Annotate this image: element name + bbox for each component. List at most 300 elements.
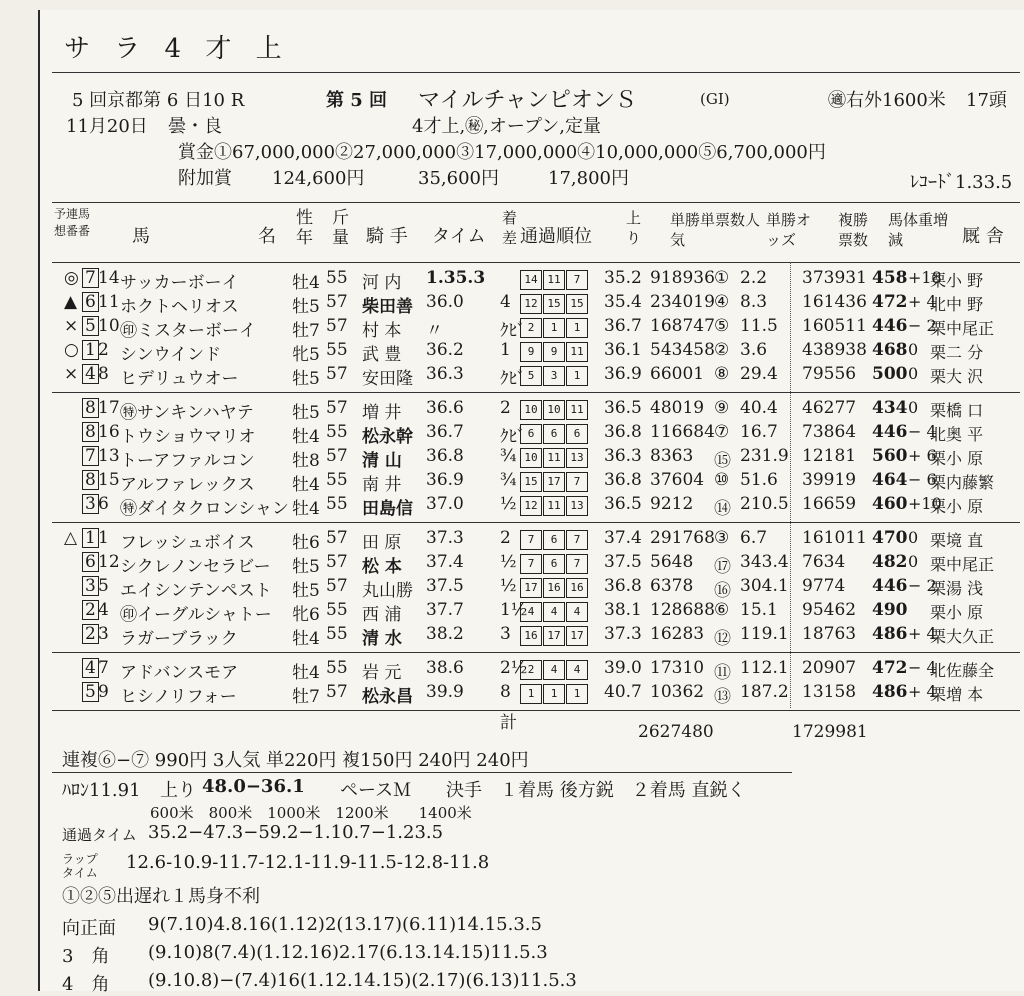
cell-votes: 16283 [650,624,705,644]
cell-time: 1.35.3 [426,268,486,288]
course-record: ﾚｺｰﾄﾞ1.33.5 [910,172,1013,193]
cell-wt: 55 [326,658,348,678]
cell-post: 7 [82,446,99,466]
cell-odds: 16.7 [740,422,778,442]
cell-jockey: 松 本 [362,557,402,577]
cell-time: 37.5 [426,576,464,596]
table-row [64,494,1008,518]
cell-wt: 55 [326,268,348,288]
cell-votes: 6378 [650,576,694,596]
passing-position-box: 6 [543,554,565,574]
cell-bw: 446 [872,316,908,336]
title-rule [52,72,1020,73]
cell-pop: ⑨ [714,398,730,418]
cell-place: 79556 [802,364,857,384]
cell-wt: 55 [326,600,348,620]
cell-votes: 10362 [650,682,705,702]
cell-bw: 460 [872,494,908,514]
cell-odds: 231.9 [740,446,789,466]
cell-post: 3 [82,576,99,596]
passing-position-box: 10 [520,448,542,468]
group-rule [52,392,1020,393]
cell-margin: ｸﾋﾞ [500,321,526,341]
passing-position-box: 17 [543,472,565,492]
cell-horse: サッカーボーイ [120,273,239,293]
passing-position-box: 7 [566,554,588,574]
cell-stable: 栗大久正 [930,627,995,646]
cell-wt: 55 [326,422,348,442]
cell-odds: 6.7 [740,528,768,548]
cell-stable: 北奥 平 [930,425,984,444]
race-date: 11月20日 [66,116,148,137]
cell-post: 1 [82,340,99,360]
cell-post: 7 [82,268,99,288]
passing-position-box: 9 [520,342,542,362]
cell-pop: ⑯ [714,581,731,601]
cell-margin: ½ [500,494,517,514]
cell-jockey: 河 内 [362,273,402,293]
cell-time: 〃 [426,321,443,341]
cell-horse: エイシンテンペスト [120,581,272,601]
passing-position-box: 13 [566,496,588,516]
cell-stable: 栗二 分 [930,343,984,362]
cell-last: 36.7 [604,316,642,336]
cell-wt: 57 [326,682,348,702]
corner-text-3: (9.10)8(7.4)(1.12.16)2.17(6.13.14.15)11.5.3 [148,942,548,963]
cell-post: 1 [82,528,99,548]
cell-mark: ○ [64,340,79,360]
race-venue: 5 回京都第 6 日10 R [72,90,245,111]
race-grade: (GI) [700,90,730,108]
cell-diff: + 6 [908,446,937,465]
table-row [64,268,1008,292]
cell-time: 36.9 [426,470,464,490]
cell-jockey: 岩 元 [362,663,402,683]
cell-place: 9774 [802,576,846,596]
cell-wt: 57 [326,364,348,384]
cell-stable: 北中 野 [930,295,984,314]
corner-label-back: 向正面 [62,918,116,939]
cell-post: 2 [82,600,99,620]
lap-times: 12.6-10.9-11.7-12.1-11.9-11.5-12.8-11.8 [126,852,490,873]
cell-last: 36.9 [604,364,642,384]
race-edition: 第 5 回 [326,90,388,111]
header-time: タイム [432,226,486,247]
table-row [64,552,1008,576]
cell-diff: − 4 [908,422,937,441]
passing-position-box: 11 [566,400,588,420]
cell-pos [520,494,589,516]
cell-votes: 234019 [650,292,715,312]
passing-position-box: 4 [520,602,542,622]
cell-jockey: 松永幹 [362,427,413,447]
cell-jockey: 武 豊 [362,345,402,365]
cell-stable: 栗湯 浅 [930,579,984,598]
last-value: 48.0−36.1 [202,776,305,797]
cell-pop: ⑥ [714,600,730,620]
cell-place: 73864 [802,422,857,442]
cell-votes: 66001 [650,364,705,384]
split-distance-marks: 600米 800米 1000米 1200米 1400米 [150,804,472,822]
cell-sex: 牡4 [292,475,320,495]
passing-position-box: 11 [543,448,565,468]
passing-position-box: 17 [543,626,565,646]
cell-no: 1 [98,528,109,548]
corner-text-4: (9.10.8)−(7.4)16(1.12.14.15)(2.17)(6.13)11.5.3 [148,970,577,991]
cell-last: 35.4 [604,292,642,312]
header-place-votes: 複勝票数 [838,211,869,249]
cell-stable: 栗境 直 [930,531,984,550]
cell-post: 5 [82,682,99,702]
cell-pos [520,552,589,574]
table-row [64,658,1008,682]
cell-place: 18763 [802,624,857,644]
cell-bw: 486 [872,682,908,702]
cell-place: 16659 [802,494,857,514]
cell-margin: ¾ [500,470,517,490]
cell-mark: × [64,316,79,336]
cell-stable: 栗大 沢 [930,367,984,386]
cell-pos [520,600,589,622]
cell-stable: 栗小 原 [930,603,984,622]
cell-pop: ③ [714,528,730,548]
cell-jockey: 南 井 [362,475,402,495]
cell-votes: 168747 [650,316,715,336]
cell-no: 17 [98,398,120,418]
cell-no: 3 [98,624,109,644]
payout-line: 連複⑥−⑦ 990円 3人気 単220円 複150円 240円 240円 [62,750,529,771]
cell-time: 36.8 [426,446,464,466]
cell-sex: 牡4 [292,663,320,683]
cell-margin: 1 [500,340,511,360]
cell-pos [520,340,589,362]
cell-pos [520,422,589,444]
cell-stable: 栗小 原 [930,449,984,468]
cell-pop: ⑬ [714,687,731,707]
cell-place: 373931 [802,268,867,288]
cell-votes: 918936 [650,268,715,288]
passing-position-box: 12 [520,496,542,516]
added-prize-1: 124,600円 [272,168,365,189]
cell-wt: 55 [326,624,348,644]
header-bottom-rule [52,262,1020,263]
header-win-votes: 単勝単票数人気 [670,211,761,249]
cell-no: 15 [98,470,120,490]
cell-bw: 446 [872,576,908,596]
passing-time-label: 通過タイム [62,826,137,844]
cell-last: 36.3 [604,446,642,466]
passing-position-box: 1 [520,684,542,704]
cell-odds: 210.5 [740,494,789,514]
cell-time: 37.0 [426,494,464,514]
cell-pos [520,470,589,492]
passing-position-box: 7 [566,472,588,492]
table-row [64,600,1008,624]
passing-position-box: 6 [543,530,565,550]
cell-mark: ◎ [64,268,79,288]
cell-stable: 栗中尾正 [930,555,995,574]
cell-diff: − 4 [908,658,937,677]
cell-diff: + 4 [908,682,937,701]
cell-wt: 57 [326,398,348,418]
header-sexage: 性年 [296,208,313,248]
passing-position-box: 12 [520,294,542,314]
table-row [64,340,1008,364]
cell-wt: 55 [326,494,348,514]
cell-bw: 560 [872,446,908,466]
cell-last: 37.3 [604,624,642,644]
cell-horse: ラガーブラック [120,629,238,649]
table-row [64,528,1008,552]
cell-horse: ヒデリュウオー [120,369,239,389]
cell-jockey: 丸山勝 [362,581,413,601]
passing-position-box: 6 [566,424,588,444]
cell-place: 95462 [802,600,857,620]
cell-votes: 116684 [650,422,715,442]
cell-sex: 牡4 [292,499,320,519]
cell-no: 16 [98,422,120,442]
cell-no: 10 [98,316,120,336]
passing-position-box: 1 [543,318,565,338]
cell-last: 38.1 [604,600,642,620]
cell-no: 7 [98,658,109,678]
passing-position-box: 10 [520,400,542,420]
cell-pos [520,446,589,468]
cell-pop: ① [714,268,730,288]
cell-last: 37.5 [604,552,642,572]
race-name: マイルチャンピオンＳ [418,88,637,113]
cell-sex: 牡5 [292,297,320,317]
cell-horse: アドバンスモア [120,663,239,683]
cell-diff: − 6 [908,470,937,489]
passing-position-box: 16 [566,578,588,598]
cell-diff: 0 [908,398,919,417]
cell-horse: トウショウマリオ [120,427,256,447]
passing-position-box: 13 [566,448,588,468]
cell-diff: + 4 [908,292,937,311]
cell-pop: ⑮ [714,451,731,471]
cell-mark: △ [64,528,78,548]
cell-post: 5 [82,316,99,336]
cell-stable: 栗中尾正 [930,319,995,338]
passing-position-box: 17 [566,626,588,646]
cell-horse: トーアファルコン [120,451,255,471]
cell-margin: ½ [500,552,517,572]
cell-pos [520,658,589,680]
cell-horse: ㊞ミスターボーイ [120,321,256,341]
cell-jockey: 清 水 [362,629,402,649]
cell-odds: 119.1 [740,624,789,644]
cell-pop: ⑪ [714,663,731,683]
table-row [64,398,1008,422]
cell-sex: 牝5 [292,345,320,365]
cell-post: 4 [82,658,99,678]
cell-diff: + 4 [908,624,937,643]
cell-time: 37.4 [426,552,464,572]
cell-horse: シクレノンセラビー [120,557,271,577]
cell-post: 8 [82,422,99,442]
race-course: ㊜右外1600米 [828,90,946,111]
passing-position-box: 17 [520,578,542,598]
cell-odds: 8.3 [740,292,768,312]
header-top-rule [52,202,1020,203]
header-passing: 通過順位 [520,226,592,247]
cell-sex: 牡4 [292,629,320,649]
cell-pos [520,528,589,550]
cell-margin: 2½ [500,658,528,678]
cell-last: 37.4 [604,528,642,548]
race-weather: 曇・良 [168,116,222,137]
cell-votes: 291768 [650,528,715,548]
cell-mark: ▲ [64,292,78,312]
cell-time: 36.7 [426,422,464,442]
cell-bw: 500 [872,364,908,384]
cell-diff: 0 [908,528,919,547]
cell-bw: 446 [872,422,908,442]
cell-sex: 牡7 [292,321,320,341]
cell-odds: 3.6 [740,340,768,360]
cell-time: 36.0 [426,292,464,312]
cell-diff: 0 [908,340,919,359]
header-win-odds: 単勝オッズ [766,211,812,249]
cell-time: 36.2 [426,340,464,360]
cell-wt: 57 [326,576,348,596]
cell-odds: 51.6 [740,470,778,490]
cell-no: 11 [98,292,120,312]
cell-pop: ② [714,340,730,360]
table-row [64,316,1008,340]
last-label: 上り [160,780,196,801]
header-horse: 馬 [132,226,150,247]
cell-sex: 牡5 [292,581,320,601]
passing-position-box: 2 [520,318,542,338]
cell-margin: ｸﾋﾞ [500,369,526,389]
cell-pos [520,576,589,598]
cell-pos [520,364,589,386]
cell-time: 38.6 [426,658,464,678]
cell-jockey: 田 原 [362,533,402,553]
cell-pos [520,682,589,704]
cell-stable: 北佐藤全 [930,661,995,680]
cell-pos [520,316,589,338]
cell-time: 36.6 [426,398,464,418]
class-title: サ ラ 4 才 上 [64,34,290,64]
cell-jockey: 清 山 [362,451,402,471]
cell-bw: 472 [872,658,908,678]
cell-odds: 29.4 [740,364,778,384]
cell-jockey: 村 本 [362,321,402,341]
cell-jockey: 柴田善 [362,297,413,317]
header-name: 名 [258,226,276,247]
cell-post: 8 [82,470,99,490]
table-row [64,470,1008,494]
header-last: 上り [626,209,642,247]
cell-margin: 2 [500,528,511,548]
results-sheet [38,10,1024,995]
cell-last: 36.8 [604,576,642,596]
passing-position-box: 16 [520,626,542,646]
table-row [64,446,1008,470]
cell-stable: 栗橋 口 [930,401,984,420]
added-prize-3: 17,800円 [548,168,629,189]
table-row [64,422,1008,446]
passing-position-box: 15 [520,472,542,492]
cell-horse: ヒシノリフォー [120,687,237,707]
cell-no: 2 [98,340,109,360]
cell-stable: 栗小 野 [930,271,984,290]
header-body-weight: 馬体重増減 [888,211,949,249]
cell-bw: 490 [872,600,908,620]
cell-place: 160511 [802,316,867,336]
passing-position-box: 7 [566,270,588,290]
cell-pos [520,292,589,314]
cell-no: 6 [98,494,109,514]
cell-pop: ⑰ [714,557,731,577]
cell-votes: 8363 [650,446,694,466]
passing-time: 35.2−47.3−59.2−1.10.7−1.23.5 [148,822,444,843]
cell-pop: ⑤ [714,316,730,336]
cell-no: 4 [98,600,109,620]
passing-position-box: 7 [566,530,588,550]
passing-position-box: 1 [566,318,588,338]
cell-bw: 464 [872,470,908,490]
cell-bw: 472 [872,292,908,312]
passing-position-box: 1 [543,684,565,704]
incident-note: ①②⑤出遅れ１馬身不利 [62,886,260,907]
cell-votes: 48019 [650,398,705,418]
cell-margin: ½ [500,576,517,596]
cell-sex: 牡4 [292,427,320,447]
race-conditions: 4才上,㊙,オープン,定量 [412,116,601,137]
passing-position-box: 4 [543,602,565,622]
cell-last: 36.1 [604,340,642,360]
cell-wt: 55 [326,470,348,490]
cell-horse: ㊕ダイタクロンシャン [120,499,289,519]
cell-odds: 187.2 [740,682,789,702]
cell-sex: 牡7 [292,687,320,707]
table-row [64,292,1008,316]
cell-pop: ⑭ [714,499,731,519]
lap-label: ラップタイム [62,852,98,880]
passing-position-box: 6 [520,424,542,444]
cell-sex: 牡5 [292,369,320,389]
group-rule [52,652,1020,653]
cell-place: 20907 [802,658,857,678]
cell-sex: 牡6 [292,533,320,553]
cell-wt: 57 [326,316,348,336]
cell-votes: 5648 [650,552,694,572]
cell-margin: 3 [500,624,511,644]
cell-horse: ㊕サンキンハヤテ [120,403,254,423]
header-margin: 着差 [502,209,518,247]
finish-notes: 決手 １着馬 後方鋭 ２着馬 直鋭く [446,780,746,801]
passing-position-box: 15 [543,294,565,314]
cell-pos [520,624,589,646]
cell-no: 13 [98,446,120,466]
added-prize-label: 附加賞 [178,168,232,189]
cell-votes: 17310 [650,658,705,678]
win-total: 2627480 [638,722,714,742]
group-rule [52,522,1020,523]
cell-place: 161011 [802,528,867,548]
cell-last: 39.0 [604,658,642,678]
passing-position-box: 7 [520,530,542,550]
passing-position-box: 4 [566,602,588,622]
header-stable: 厩 舎 [962,226,1004,247]
table-row [64,364,1008,388]
cell-no: 5 [98,576,109,596]
cell-sex: 牝6 [292,605,320,625]
